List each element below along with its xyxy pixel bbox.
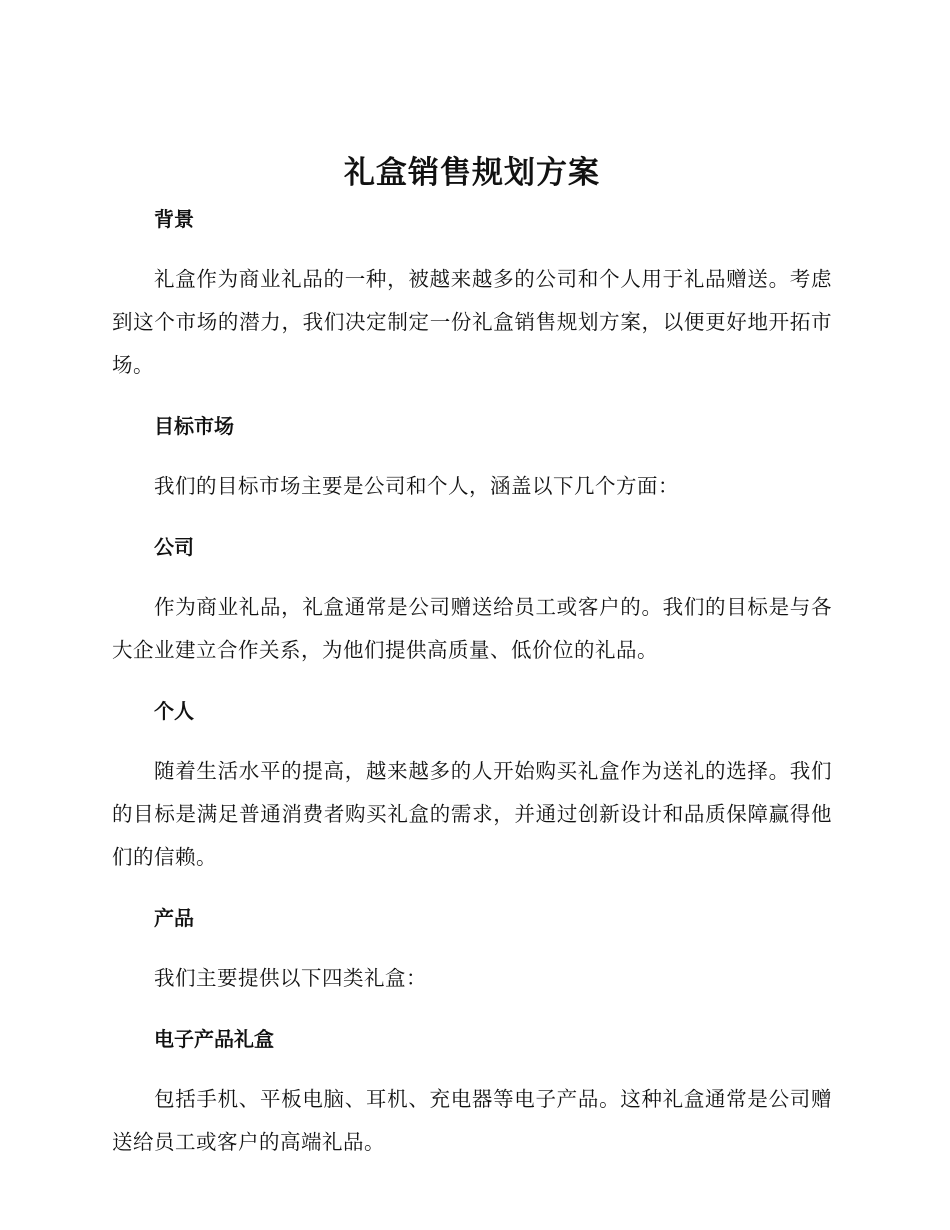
section-target-market [112,411,832,508]
document-page [112,148,832,1188]
section-electronics-gift-box [112,1024,832,1164]
section-products [112,903,832,1000]
section-heading: 背景 [154,207,194,231]
section-paragraph: 礼盒作为商业礼品的一种，被越来越多的公司和个人用于礼品赠送。考虑到这个市场的潜力，我们决定制定一份礼盒销售规划方案，以便更好地开拓市场。 [112,267,832,377]
section-heading: 电子产品礼盒 [154,1027,274,1051]
section-paragraph: 作为商业礼品，礼盒通常是公司赠送给员工或客户的。我们的目标是与各大企业建立合作关系，为他们提供高质量、低价位的礼品。 [112,595,832,662]
section-company [112,532,832,672]
section-heading: 产品 [154,906,194,930]
section-heading: 目标市场 [154,414,234,438]
section-heading: 公司 [154,535,194,559]
section-background [112,204,832,387]
section-individual [112,696,832,879]
section-paragraph: 包括手机、平板电脑、耳机、充电器等电子产品。这种礼盒通常是公司赠送给员工或客户的高端礼品。 [112,1087,832,1154]
section-paragraph: 我们的目标市场主要是公司和个人，涵盖以下几个方面： [154,474,679,498]
section-paragraph: 随着生活水平的提高，越来越多的人开始购买礼盒作为送礼的选择。我们的目标是满足普通消费者购买礼盒的需求，并通过创新设计和品质保障赢得他们的信赖。 [112,759,832,869]
section-paragraph: 我们主要提供以下四类礼盒： [154,966,427,990]
section-heading: 个人 [154,699,194,723]
document-title: 礼盒销售规划方案 [344,155,600,191]
